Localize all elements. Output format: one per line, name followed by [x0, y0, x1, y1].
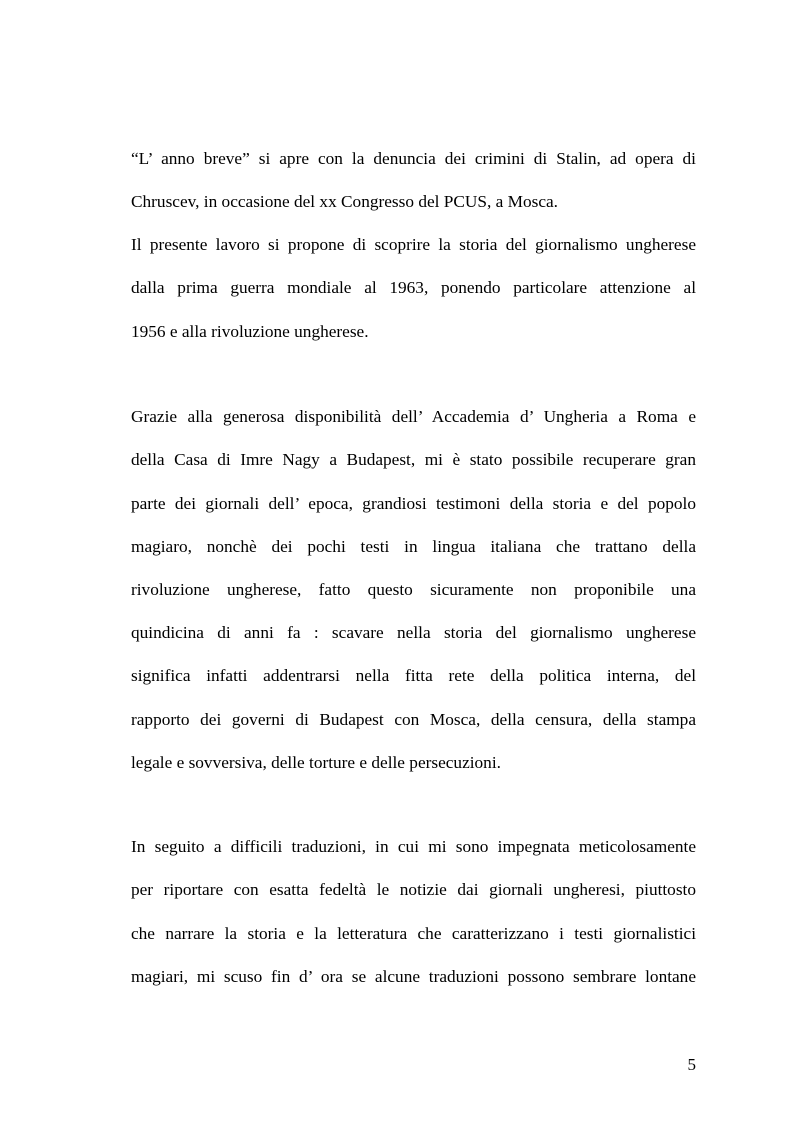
text-line: rivoluzione ungherese, fatto questo sicuramente non proponibile una: [131, 580, 696, 600]
text-line: magiari, mi scuso fin d’ ora se alcune traduzioni possono sembrare lontane: [131, 966, 696, 986]
text-line: 1956 e alla rivoluzione ungherese.: [131, 321, 369, 341]
text-line: Il presente lavoro si propone di scoprire la storia del giornalismo ungherese: [131, 235, 696, 255]
text-line: rapporto dei governi di Budapest con Mosca, della censura, della stampa: [131, 709, 696, 729]
text-line: quindicina di anni fa : scavare nella storia del giornalismo ungherese: [131, 623, 696, 643]
text-line: parte dei giornali dell’ epoca, grandiosi testimoni della storia e del popolo: [131, 493, 696, 513]
text-line: “L’ anno breve” si apre con la denuncia dei crimini di Stalin, ad opera di: [131, 149, 696, 169]
text-line: magiaro, nonchè dei pochi testi in lingua italiana che trattano della: [131, 536, 696, 556]
page-number: 5: [687, 1055, 696, 1074]
text-line: per riportare con esatta fedeltà le notizie dai giornali ungheresi, piuttosto: [131, 880, 696, 900]
text-line: Chruscev, in occasione del xx Congresso del PCUS, a Mosca.: [131, 192, 559, 212]
text-line: significa infatti addentrarsi nella fitta rete della politica interna, del: [131, 666, 696, 686]
text-line: della Casa di Imre Nagy a Budapest, mi è stato possibile recuperare gran: [131, 450, 696, 470]
paragraph-2: [131, 223, 696, 353]
paragraph-1: [131, 137, 696, 223]
text-line: dalla prima guerra mondiale al 1963, ponendo particolare attenzione al: [131, 278, 696, 298]
paragraph-4: [131, 825, 696, 998]
text-line: che narrare la storia e la letteratura che caratterizzano i testi giornalistici: [131, 923, 696, 943]
text-line: In seguito a difficili traduzioni, in cui mi sono impegnata meticolosamente: [131, 837, 696, 857]
text-line: legale e sovversiva, delle torture e delle persecuzioni.: [131, 752, 501, 772]
text-line: Grazie alla generosa disponibilità dell’ Accademia d’ Ungheria a Roma e: [131, 407, 696, 427]
paragraph-3: [131, 395, 696, 784]
